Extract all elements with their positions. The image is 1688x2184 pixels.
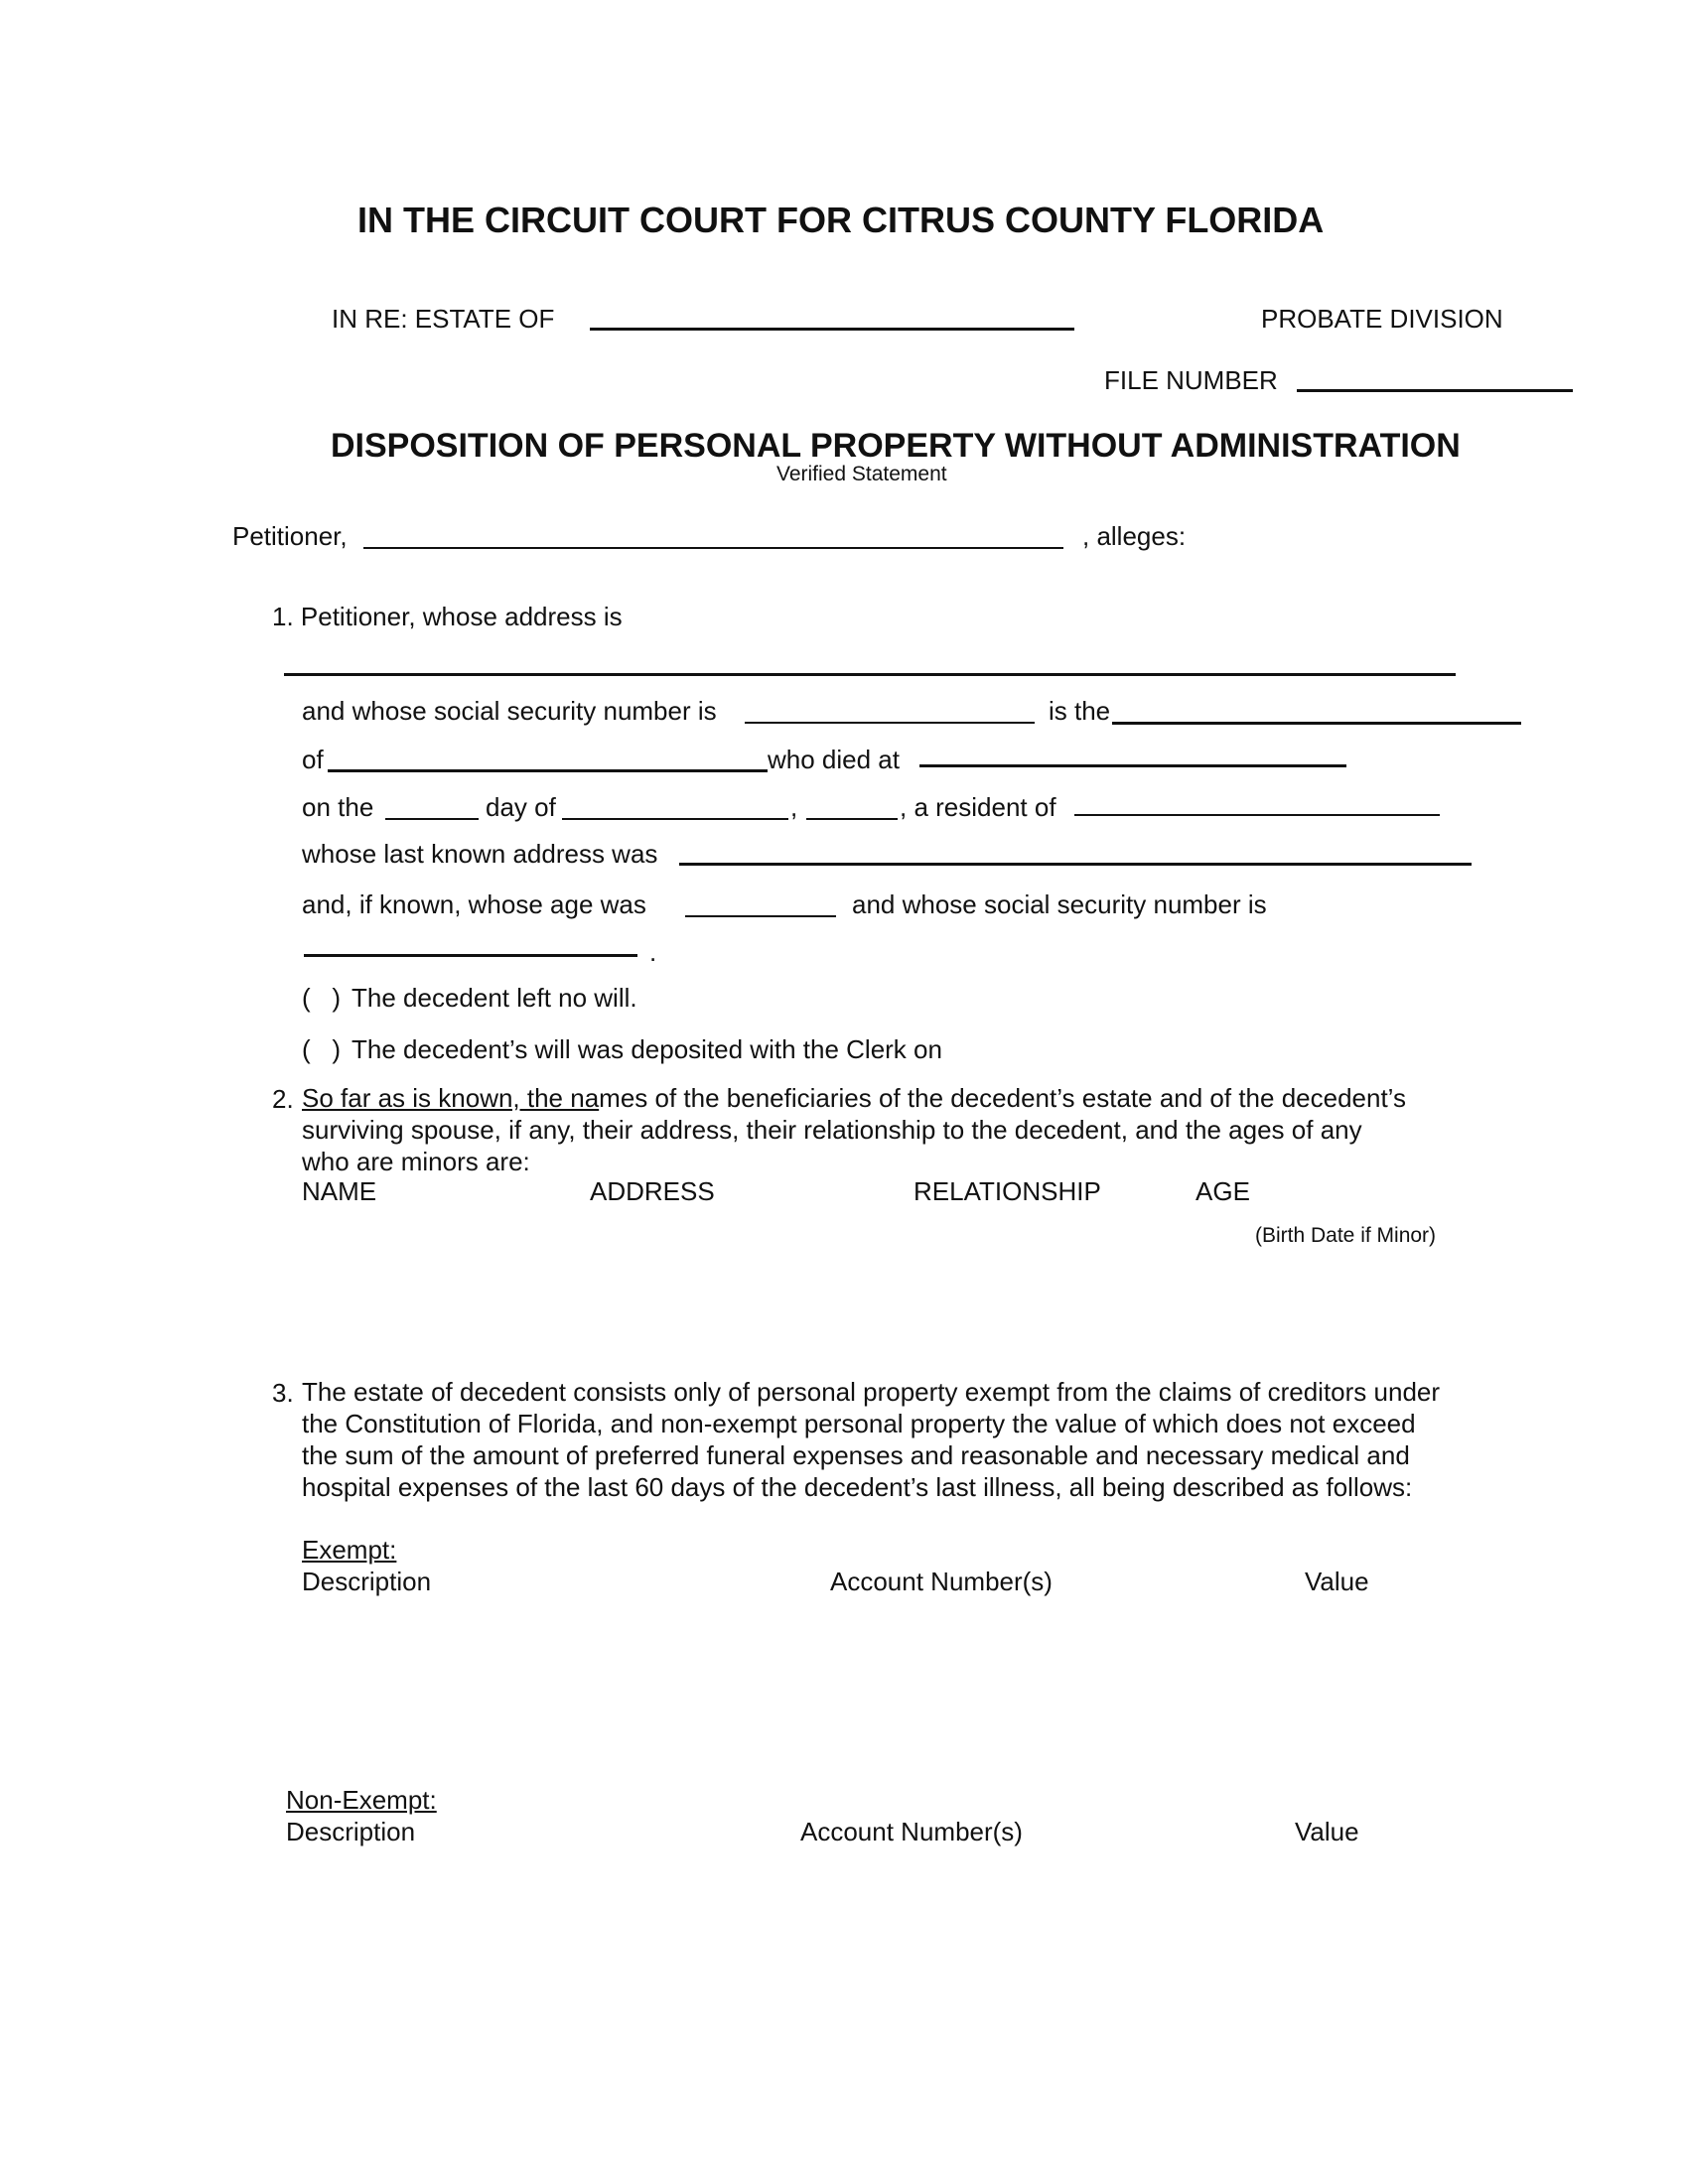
exempt-description-header: Description xyxy=(302,1567,432,1596)
section2-line-2: surviving spouse, if any, their address, their relationship to the decedent, and the ages of any xyxy=(302,1115,1362,1145)
section3-line-3: the sum of the amount of preferred funeral expenses and reasonable and necessary medical and xyxy=(302,1440,1410,1470)
alleges-text: , alleges: xyxy=(1082,521,1187,551)
division-label: PROBATE DIVISION xyxy=(1261,304,1503,334)
of-text: of xyxy=(302,745,324,774)
col-name-header: NAME xyxy=(302,1176,377,1206)
comma-text: , xyxy=(790,792,798,822)
petitioner-ssn-field[interactable] xyxy=(745,722,1035,724)
section3-line-1: The estate of decedent consists only of personal property exempt from the claims of creditors under xyxy=(302,1377,1441,1407)
col-relationship-header: RELATIONSHIP xyxy=(914,1176,1101,1206)
residence-county-field[interactable] xyxy=(1074,814,1440,816)
exempt-label: Exempt: xyxy=(302,1535,397,1565)
exempt-account-header: Account Number(s) xyxy=(830,1567,1053,1596)
section1-intro: 1. Petitioner, whose address is xyxy=(272,602,623,631)
death-month-field[interactable] xyxy=(562,818,788,820)
non-exempt-label: Non-Exempt: xyxy=(286,1785,437,1815)
in-re-label: IN RE: ESTATE OF xyxy=(332,304,555,334)
document-subtitle: Verified Statement xyxy=(776,463,947,485)
no-will-checkbox[interactable]: ( ) xyxy=(302,983,341,1013)
exempt-value-header: Value xyxy=(1305,1567,1369,1596)
section2-line-1 xyxy=(302,1082,1406,1114)
section3-number: 3. xyxy=(272,1378,294,1408)
last-address-field[interactable] xyxy=(679,863,1472,866)
document-title: DISPOSITION OF PERSONAL PROPERTY WITHOUT ADMINISTRATION xyxy=(331,427,1461,465)
death-place-field[interactable] xyxy=(919,764,1346,767)
section3-line-4: hospital expenses of the last 60 days of the decedent’s last illness, all being described as follows: xyxy=(302,1472,1413,1502)
section2-paragraph xyxy=(302,1082,1406,1177)
section2-number: 2. xyxy=(272,1084,294,1114)
petitioner-label: Petitioner, xyxy=(232,521,348,551)
is-the-text: is the xyxy=(1049,696,1111,726)
decedent-age-field[interactable] xyxy=(685,915,836,917)
period-text: . xyxy=(649,937,657,967)
estate-name-field[interactable] xyxy=(590,328,1074,331)
age-text: and, if known, whose age was xyxy=(302,889,646,919)
section2-line1-rest: mes of the beneficiaries of the decedent’s estate and of the decedent’s xyxy=(599,1083,1406,1113)
last-address-text: whose last known address was xyxy=(302,839,658,869)
will-deposited-text: The decedent’s will was deposited with the Clerk on xyxy=(352,1034,942,1064)
relationship-field[interactable] xyxy=(1112,722,1521,725)
death-year-field[interactable] xyxy=(806,818,898,820)
section3-line-2: the Constitution of Florida, and non-exempt personal property the value of which does not exceed xyxy=(302,1409,1416,1438)
death-day-field[interactable] xyxy=(385,818,479,820)
ssn-text: and whose social security number is xyxy=(302,696,717,726)
court-title: IN THE CIRCUIT COURT FOR CITRUS COUNTY FLORIDA xyxy=(357,200,1325,240)
section2-line-3: who are minors are: xyxy=(302,1147,530,1176)
no-will-text: The decedent left no will. xyxy=(352,983,637,1013)
decedent-name-field[interactable] xyxy=(328,769,768,772)
age-birthdate-note: (Birth Date if Minor) xyxy=(1255,1224,1437,1247)
petitioner-name-field[interactable] xyxy=(363,547,1063,549)
col-address-header: ADDRESS xyxy=(590,1176,715,1206)
decedent-ssn-field[interactable] xyxy=(304,954,637,957)
on-the-text: on the xyxy=(302,792,374,822)
non-exempt-description-header: Description xyxy=(286,1817,416,1846)
non-exempt-account-header: Account Number(s) xyxy=(800,1817,1023,1846)
day-of-text: day of xyxy=(486,792,556,822)
will-deposited-checkbox[interactable]: ( ) xyxy=(302,1034,341,1064)
section2-underlined-lead: So far as is known, the na xyxy=(302,1083,600,1113)
resident-of-text: , a resident of xyxy=(900,792,1056,822)
who-died-at-text: who died at xyxy=(768,745,900,774)
section3-paragraph xyxy=(302,1376,1440,1503)
decedent-ssn-text: and whose social security number is xyxy=(852,889,1267,919)
col-age-header: AGE xyxy=(1196,1176,1250,1206)
non-exempt-value-header: Value xyxy=(1295,1817,1359,1846)
petitioner-address-field[interactable] xyxy=(284,673,1456,676)
file-number-label: FILE NUMBER xyxy=(1104,365,1278,395)
file-number-field[interactable] xyxy=(1297,389,1573,392)
